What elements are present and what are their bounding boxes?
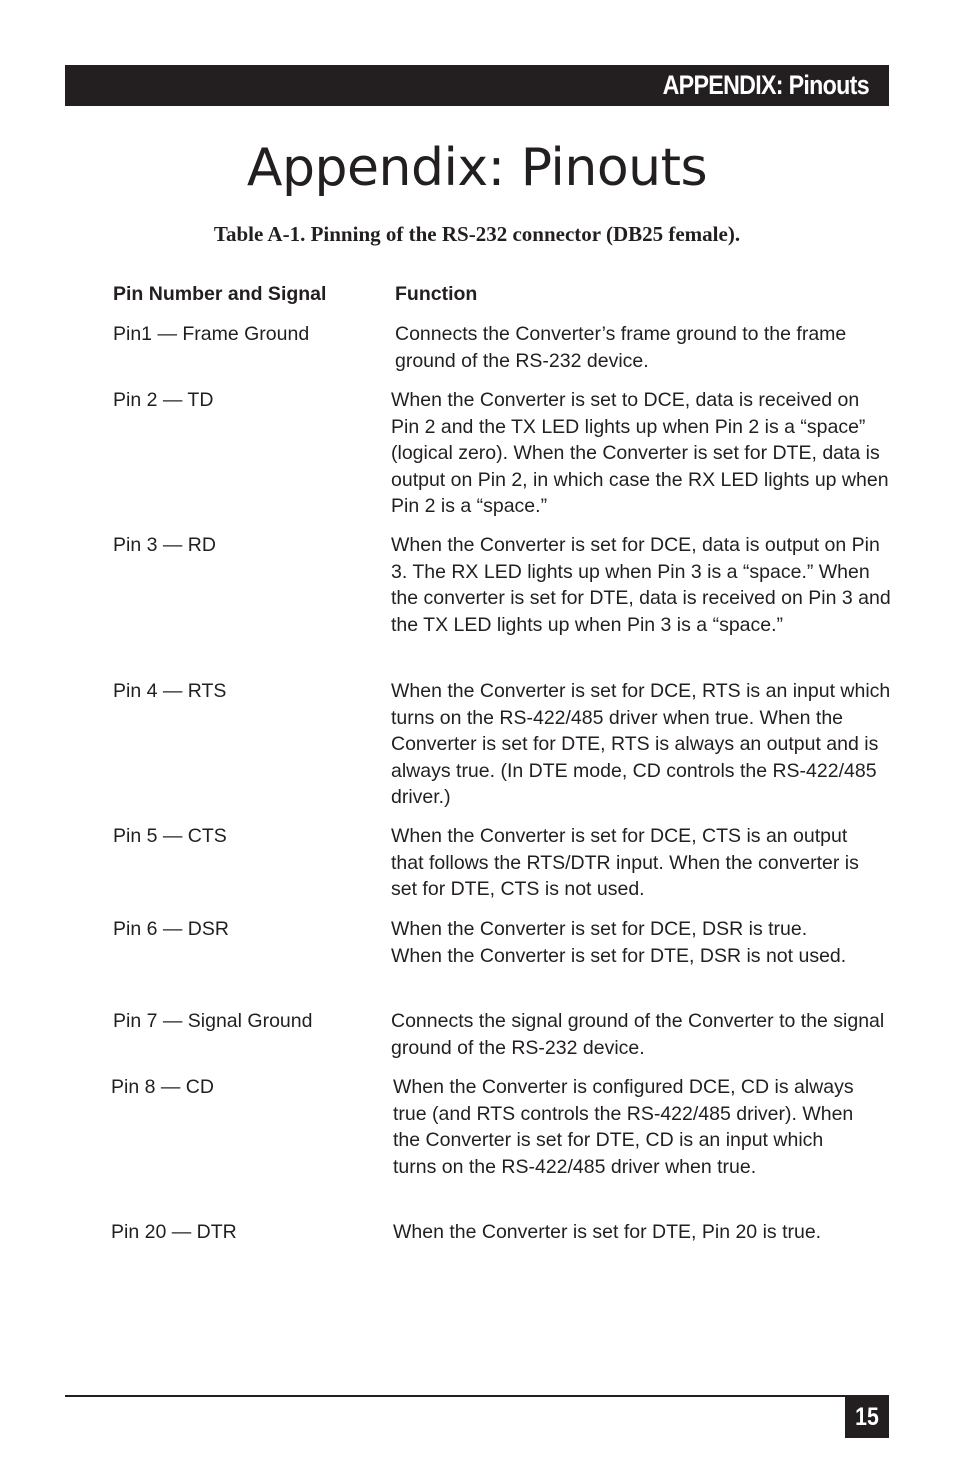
running-header [65,65,889,106]
pin-signal: Pin 5 — CTS [113,825,227,847]
pin-function: When the Converter is set for DCE, RTS is an input which turns on the RS-422/485 driver when true. When the Converter is set for DTE, RTS is always an output and is always true. (In DTE mode, CD controls the RS-422/485 driver.) [391,680,891,808]
pin-signal: Pin 7 — Signal Ground [113,1010,313,1032]
pin-function: When the Converter is set for DCE, data is output on Pin 3. The RX LED lights up when Pin 3 is a “space.” When the converter is set for DTE, data is received on Pin 3 and the TX LED lights up when Pin 3 is a “space.” [391,534,891,636]
pin-function: When the Converter is set for DTE, Pin 20 is true. [393,1221,822,1243]
pin-function: When the Converter is set to DCE, data is received on Pin 2 and the TX LED lights up when Pin 2 is a “space” (logical zero). When the Converter is set for DTE, data is output on Pin 2, in which case the RX LED lights up when Pin 2 is a “space.” [391,389,889,517]
page-number: 15 [855,1403,879,1431]
pin-signal: Pin 2 — TD [113,389,214,411]
page-number-box [845,1395,889,1438]
pin-function: When the Converter is configured DCE, CD is always true (and RTS controls the RS-422/485 driver). When the Converter is set for DTE, CD is an input which turns on the RS-422/485 driver when true. [393,1076,854,1178]
pin-function: When the Converter is set for DCE, DSR is true. When the Converter is set for DTE, DSR is not used. [391,918,847,967]
pin-function: Connects the signal ground of the Converter to the signal ground of the RS-232 device. [391,1010,885,1059]
pin-function: When the Converter is set for DCE, CTS is an output that follows the RTS/DTR input. When the converter is set for DTE, CTS is not used. [391,825,859,900]
pin-signal: Pin 20 — DTR [111,1221,237,1243]
table-caption: Table A-1. Pinning of the RS-232 connector (DB25 female). [213,222,741,246]
column-header-function: Function [395,283,478,305]
pin-signal: Pin 3 — RD [113,534,216,556]
pin-function: Connects the Converter’s frame ground to the frame ground of the RS-232 device. [395,323,847,372]
footer-rule [65,1395,845,1397]
pin-signal: Pin 6 — DSR [113,918,229,940]
pin-signal: Pin1 — Frame Ground [113,323,310,345]
running-header-title: APPENDIX: Pinouts [662,70,869,100]
column-header-pin-signal: Pin Number and Signal [113,283,327,305]
pin-signal: Pin 8 — CD [111,1076,214,1098]
pin-signal: Pin 4 — RTS [113,680,227,702]
page-title: Appendix: Pinouts [246,138,708,198]
